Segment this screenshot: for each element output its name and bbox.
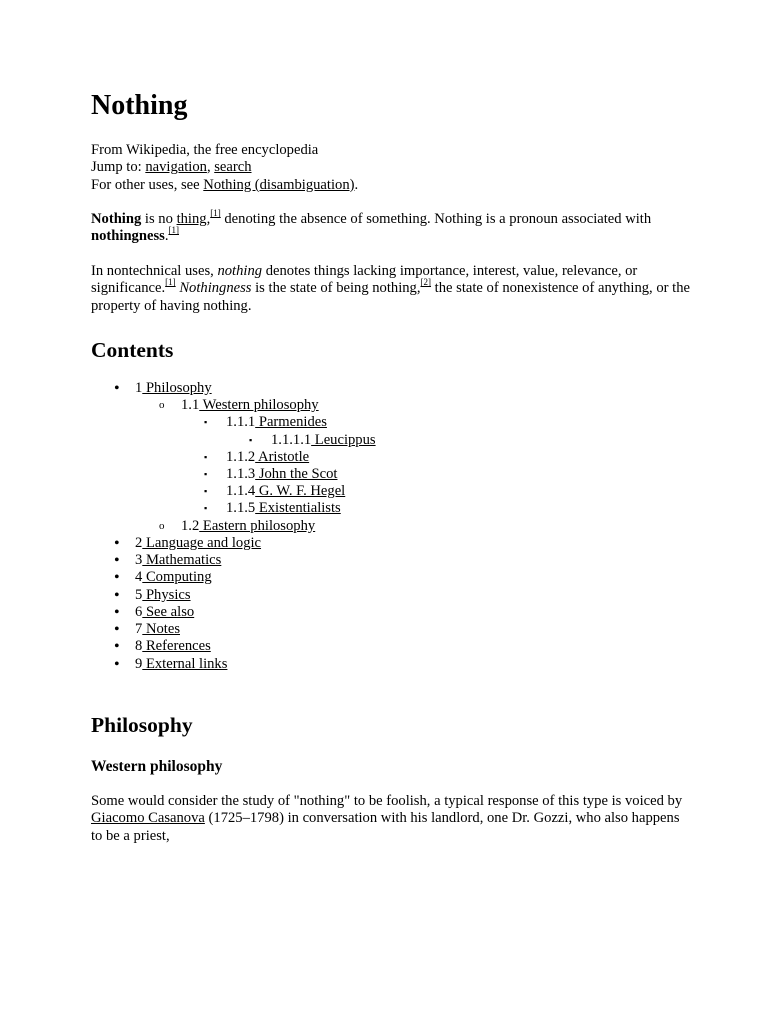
italic-term: nothing	[217, 263, 263, 279]
toc-number: 7	[135, 621, 143, 637]
article-meta	[91, 142, 358, 194]
hatnote	[91, 177, 358, 194]
toc-item[interactable]	[135, 380, 212, 397]
toc-number: 1.1.4	[226, 483, 256, 499]
toc-bullet: ▪	[204, 452, 208, 462]
toc-item[interactable]	[226, 466, 337, 483]
toc-number: 2	[135, 535, 143, 551]
toc-link[interactable]: Computing	[142, 569, 212, 585]
toc-item[interactable]	[271, 432, 376, 449]
toc-bullet	[114, 621, 120, 639]
toc-bullet: ▪	[249, 435, 253, 445]
toc-link[interactable]: Leucippus	[311, 432, 376, 448]
text-run: is no	[141, 211, 177, 227]
jump-line	[91, 159, 358, 176]
philosophy-paragraph	[91, 793, 691, 845]
toc-link[interactable]: Mathematics	[142, 552, 222, 568]
toc-number: 5	[135, 587, 143, 603]
bold-term: Nothing	[91, 211, 142, 227]
toc-link[interactable]: Existentialists	[255, 500, 341, 516]
toc-link[interactable]: Aristotle	[255, 449, 310, 465]
toc-number: 1	[135, 380, 143, 396]
toc-item[interactable]	[135, 621, 180, 638]
toc-item[interactable]	[226, 483, 345, 500]
toc-bullet	[114, 552, 120, 570]
toc-link[interactable]: References	[142, 638, 211, 654]
toc-number: 3	[135, 552, 143, 568]
citation-link[interactable]: [1]	[165, 277, 176, 288]
toc-link[interactable]: G. W. F. Hegel	[255, 483, 346, 499]
thing-link[interactable]: thing	[176, 211, 207, 227]
toc-item[interactable]	[226, 414, 327, 431]
toc-bullet: ▪	[204, 469, 208, 479]
toc-link[interactable]: Philosophy	[142, 380, 212, 396]
toc-bullet	[114, 569, 120, 587]
text-run: is the state of being nothing,	[251, 280, 421, 297]
source-line: From Wikipedia, the free encyclopedia	[91, 142, 319, 158]
casanova-link[interactable]: Giacomo Casanova	[91, 810, 205, 827]
jump-separator: ,	[206, 159, 215, 176]
text-run: .	[164, 228, 169, 245]
toc-number: 1.1	[181, 397, 200, 413]
page-title: Nothing	[91, 90, 188, 121]
toc-bullet: o	[159, 520, 165, 532]
toc-item[interactable]	[226, 449, 309, 466]
toc-bullet	[114, 587, 120, 605]
toc-number: 4	[135, 569, 143, 585]
toc-bullet: ▪	[204, 417, 208, 427]
citation-link[interactable]: [1]	[210, 208, 221, 218]
toc-number: 9	[135, 656, 143, 672]
toc-item[interactable]	[135, 587, 191, 604]
navigation-link[interactable]: navigation	[145, 159, 207, 176]
toc-number: 1.1.2	[226, 449, 256, 465]
text-run: In nontechnical uses,	[91, 263, 218, 279]
toc-link[interactable]: External links	[142, 656, 228, 672]
text-run: the state of nonexistence of anything, or the property of having nothing.	[91, 280, 690, 314]
toc-number: 1.1.5	[226, 500, 256, 516]
toc-number: 6	[135, 604, 143, 620]
jump-prefix: Jump to:	[91, 159, 146, 176]
toc-bullet: ▪	[204, 486, 208, 496]
subsection-heading-western-philosophy: Western philosophy	[91, 758, 223, 775]
toc-number: 1.2	[181, 518, 200, 534]
toc-item[interactable]	[135, 569, 212, 586]
toc-number: 1.1.1.1	[271, 432, 312, 448]
toc-item[interactable]	[135, 535, 261, 552]
toc-item[interactable]	[181, 397, 319, 414]
section-heading-philosophy: Philosophy	[91, 713, 193, 737]
toc-link[interactable]: Western philosophy	[199, 397, 319, 413]
toc-bullet	[114, 656, 120, 674]
text-run: (1725–1798) in conversation with his landlord, one Dr. Gozzi, who also happens to be a priest,	[91, 810, 680, 844]
search-link[interactable]: search	[214, 159, 252, 176]
text-run: denoting the absence of something. Nothing is a pronoun associated with	[220, 211, 652, 227]
toc-number: 1.1.3	[226, 466, 256, 482]
toc-item[interactable]	[135, 638, 211, 655]
text-run: denotes things lacking importance, interest, value, relevance, or significance.	[91, 263, 638, 297]
citation-link[interactable]: [2]	[420, 277, 432, 288]
toc-link[interactable]: Language and logic	[142, 535, 262, 551]
toc-link[interactable]: Parmenides	[255, 414, 327, 430]
toc-bullet	[114, 638, 120, 656]
toc-item[interactable]	[135, 604, 194, 621]
toc-item[interactable]	[135, 656, 227, 673]
toc-item[interactable]	[226, 500, 341, 517]
toc-number: 1.1.1	[226, 414, 256, 430]
toc-link[interactable]: Physics	[142, 587, 191, 603]
toc-bullet: o	[159, 399, 165, 411]
text-run: Some would consider the study of "nothing" to be foolish, a typical response of this type is voiced by	[91, 793, 683, 809]
intro-paragraph-1	[91, 208, 691, 246]
toc-bullet: ▪	[204, 503, 208, 513]
toc-number: 8	[135, 638, 143, 654]
disambiguation-link[interactable]: Nothing (disambiguation)	[203, 176, 355, 193]
bold-term: nothingness	[91, 228, 165, 245]
toc-bullet	[114, 380, 120, 398]
hatnote-suffix: .	[354, 176, 359, 193]
contents-heading: Contents	[91, 338, 174, 362]
toc-link[interactable]: John the Scot	[255, 466, 338, 482]
hatnote-prefix: For other uses, see	[91, 176, 204, 193]
toc-link[interactable]: See also	[142, 604, 195, 620]
citation-link[interactable]: [1]	[168, 225, 179, 236]
toc-link[interactable]: Eastern philosophy	[199, 518, 316, 534]
italic-term: Nothingness	[179, 280, 252, 297]
toc-bullet	[114, 535, 120, 553]
toc-item[interactable]	[181, 518, 315, 535]
toc-bullet	[114, 604, 120, 622]
toc-item[interactable]	[135, 552, 221, 569]
text-run: ,	[206, 211, 211, 227]
intro-paragraph-2	[91, 263, 691, 315]
toc-link[interactable]: Notes	[142, 621, 180, 637]
